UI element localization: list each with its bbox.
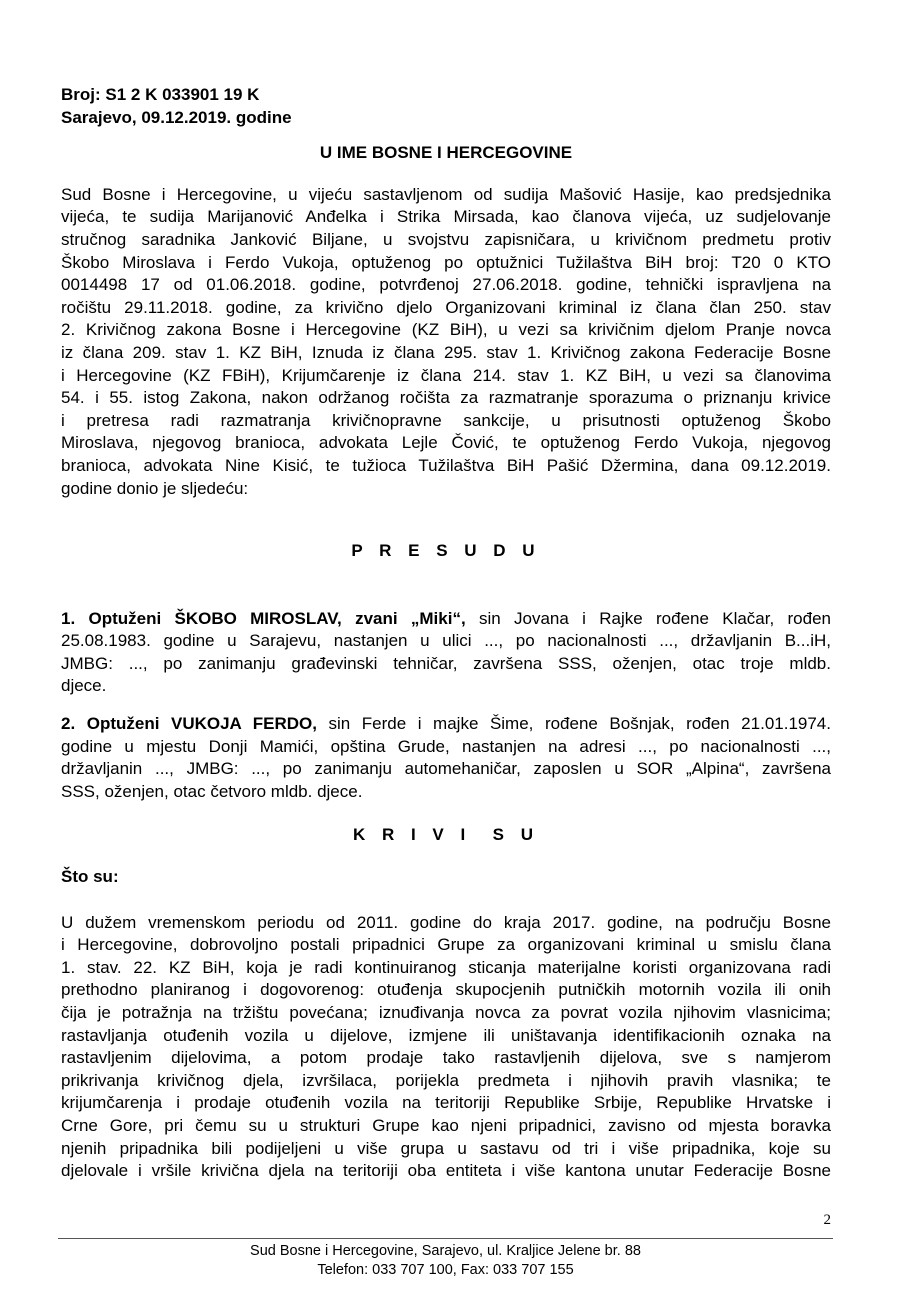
- accused-1-line: djece.: [61, 676, 107, 696]
- accused-2-paragraph: [61, 713, 831, 803]
- intro-line: ročištu 29.11.2018. godine, za krivično djelo Organizovani kriminal iz člana član 250. stav: [61, 297, 831, 317]
- accused-2-first-line: [61, 713, 831, 736]
- guilty-heading: K R I V I S U: [352, 825, 540, 845]
- body-line: i Hercegovine, dobrovoljno postali pripadnici Grupe za organizovani kriminal u smislu člana: [61, 935, 831, 955]
- accused-1-first-rest: sin Jovana i Rajke rođene Klačar, rođen: [465, 608, 831, 628]
- body-line: prikrivanja krivičnog djela, izvršilaca, porijekla predmeta i njihovih pravih vlasnika; te: [61, 1070, 831, 1090]
- body-line: čija je potražnja na tržištu povećana; iznuđivanja novca za povrat vozila njihovim vlasnicima;: [61, 1003, 831, 1022]
- body-line: prethodno planiranog i dogovorenog: otuđenja skupocjenih putničkih motornih vozila ili onih: [61, 980, 831, 1000]
- accused-1-line: JMBG: ..., po zanimanju građevinski tehničar, završena SSS, oženjen, otac troje mldb.: [61, 653, 831, 673]
- accused-2-first-rest: sin Ferde i majke Šime, rođene Bošnjak, rođen 21.01.1974.: [316, 714, 831, 734]
- intro-line: Miroslava, njegovog branioca, advokata Lejle Čović, te optuženog Ferdo Vukoja, njegovog: [61, 433, 831, 453]
- accused-2-line: SSS, oženjen, otac četvoro mldb. djece.: [61, 781, 363, 801]
- accused-2-line: godine u mjestu Donji Mamići, opština Grude, nastanjen na adresi ..., po nacionalnosti ...,: [61, 736, 831, 756]
- intro-line: Sud Bosne i Hercegovine, u vijeću sastavljenom od sudija Mašović Hasije, kao predsjednika: [61, 184, 831, 204]
- intro-paragraph: [61, 184, 831, 500]
- accused-1-name: 1. Optuženi ŠKOBO MIROSLAV, zvani „Miki“,: [61, 608, 466, 628]
- accused-2-name: 2. Optuženi VUKOJA FERDO,: [61, 714, 317, 734]
- body-line: njenih pripadnika bili podijeljeni u više grupa u sastavu od tri i više pripadnika, koje su: [61, 1138, 831, 1158]
- footer-address: Sud Bosne i Hercegovine, Sarajevo, ul. Kraljice Jelene br. 88: [250, 1243, 641, 1259]
- footer-contact: Telefon: 033 707 100, Fax: 033 707 155: [317, 1262, 574, 1278]
- page-footer: [58, 1242, 833, 1280]
- body-line: 1. stav. 22. KZ BiH, koja je radi kontinuiranog sticanja materijalne koristi organizovana radi: [61, 957, 831, 977]
- case-number: Broj: S1 2 K 033901 19 K: [61, 85, 260, 104]
- intro-line: 54. i 55. istog Zakona, nakon održanog ročišta za razmatranje sporazuma o priznanju krivice: [61, 388, 831, 408]
- accused-1-line: 25.08.1983. godine u Sarajevu, nastanjen u ulici ..., po nacionalnosti ..., državljanin B...iH,: [61, 631, 831, 651]
- sto-su-heading: Što su:: [61, 867, 119, 887]
- intro-line: 0014498 17 od 01.06.2018. godine, potvrđenoj 27.06.2018. godine, tehnički ispravljena na: [61, 275, 831, 295]
- body-line: krijumčarenja i prodaje otuđenih vozila na teritoriji Republike Srbije, Republike Hrvatske i: [61, 1093, 831, 1113]
- body-paragraph: [61, 912, 831, 1183]
- intro-line: branioca, advokata Nine Kisić, te tužioca Tužilaštva BiH Pašić Džermina, dana 09.12.2019.: [61, 455, 831, 475]
- intro-line: godine donio je sljedeću:: [61, 478, 249, 498]
- body-line: rastavljanja otuđenih vozila u dijelove, izmjene ili uništavanja identifikacionih oznaka na: [61, 1025, 831, 1045]
- accused-1-paragraph: [61, 608, 831, 698]
- intro-line: vijeća, te sudija Marijanović Anđelka i Strika Mirsada, kao članova vijeća, uz sudjelovanje: [61, 207, 831, 227]
- body-line: Crne Gore, pri čemu su u strukturi Grupe kao njeni pripadnici, zavisno od mjesta boravka: [61, 1115, 831, 1135]
- body-line: djelovale i vršile krivična djela na teritoriji oba entiteta i više kantona unutar Federacije Bosne: [61, 1161, 831, 1181]
- accused-1-first-line: [61, 608, 831, 631]
- intro-line: stručnog saradnika Janković Biljane, u svojstvu zapisničara, u krivičnom predmetu protiv: [61, 229, 831, 249]
- body-line: U dužem vremenskom periodu od 2011. godine do kraja 2017. godine, na području Bosne: [61, 912, 831, 932]
- accused-2-line: državljanin ..., JMBG: ..., po zanimanju automehaničar, zaposlen u SOR „Alpina“, završena: [61, 759, 831, 779]
- intro-line: Škobo Miroslava i Ferdo Vukoja, optuženog po optužnici Tužilaštva BiH broj: T20 0 KTO: [61, 252, 831, 272]
- body-line: rastavljenim dijelovima, a potom prodaje tako rastavljenih dijelova, sve s namjerom: [61, 1048, 831, 1068]
- page-number: 2: [823, 1212, 831, 1228]
- place-date: Sarajevo, 09.12.2019. godine: [61, 107, 292, 127]
- document-title: U IME BOSNE I HERCEGOVINE: [319, 143, 573, 163]
- intro-line: 2. Krivičnog zakona Bosne i Hercegovine (KZ BiH), u vezi sa krivičnim djelom Pranje novca: [61, 320, 831, 340]
- intro-line: i pretresa radi razmatranja krivičnopravne sankcije, u prisutnosti optuženog Škobo: [61, 410, 831, 430]
- intro-line: i Hercegovine (KZ FBiH), Krijumčarenje iz člana 214. stav 1. KZ BiH, u vezi sa članovima: [61, 365, 831, 385]
- verdict-heading: P R E S U D U: [351, 541, 541, 561]
- intro-line: iz člana 209. stav 1. KZ BiH, Iznuda iz člana 295. stav 1. Krivičnog zakona Federacije Bosne: [61, 342, 831, 362]
- footer-divider: [58, 1238, 833, 1239]
- document-page: [61, 84, 831, 1183]
